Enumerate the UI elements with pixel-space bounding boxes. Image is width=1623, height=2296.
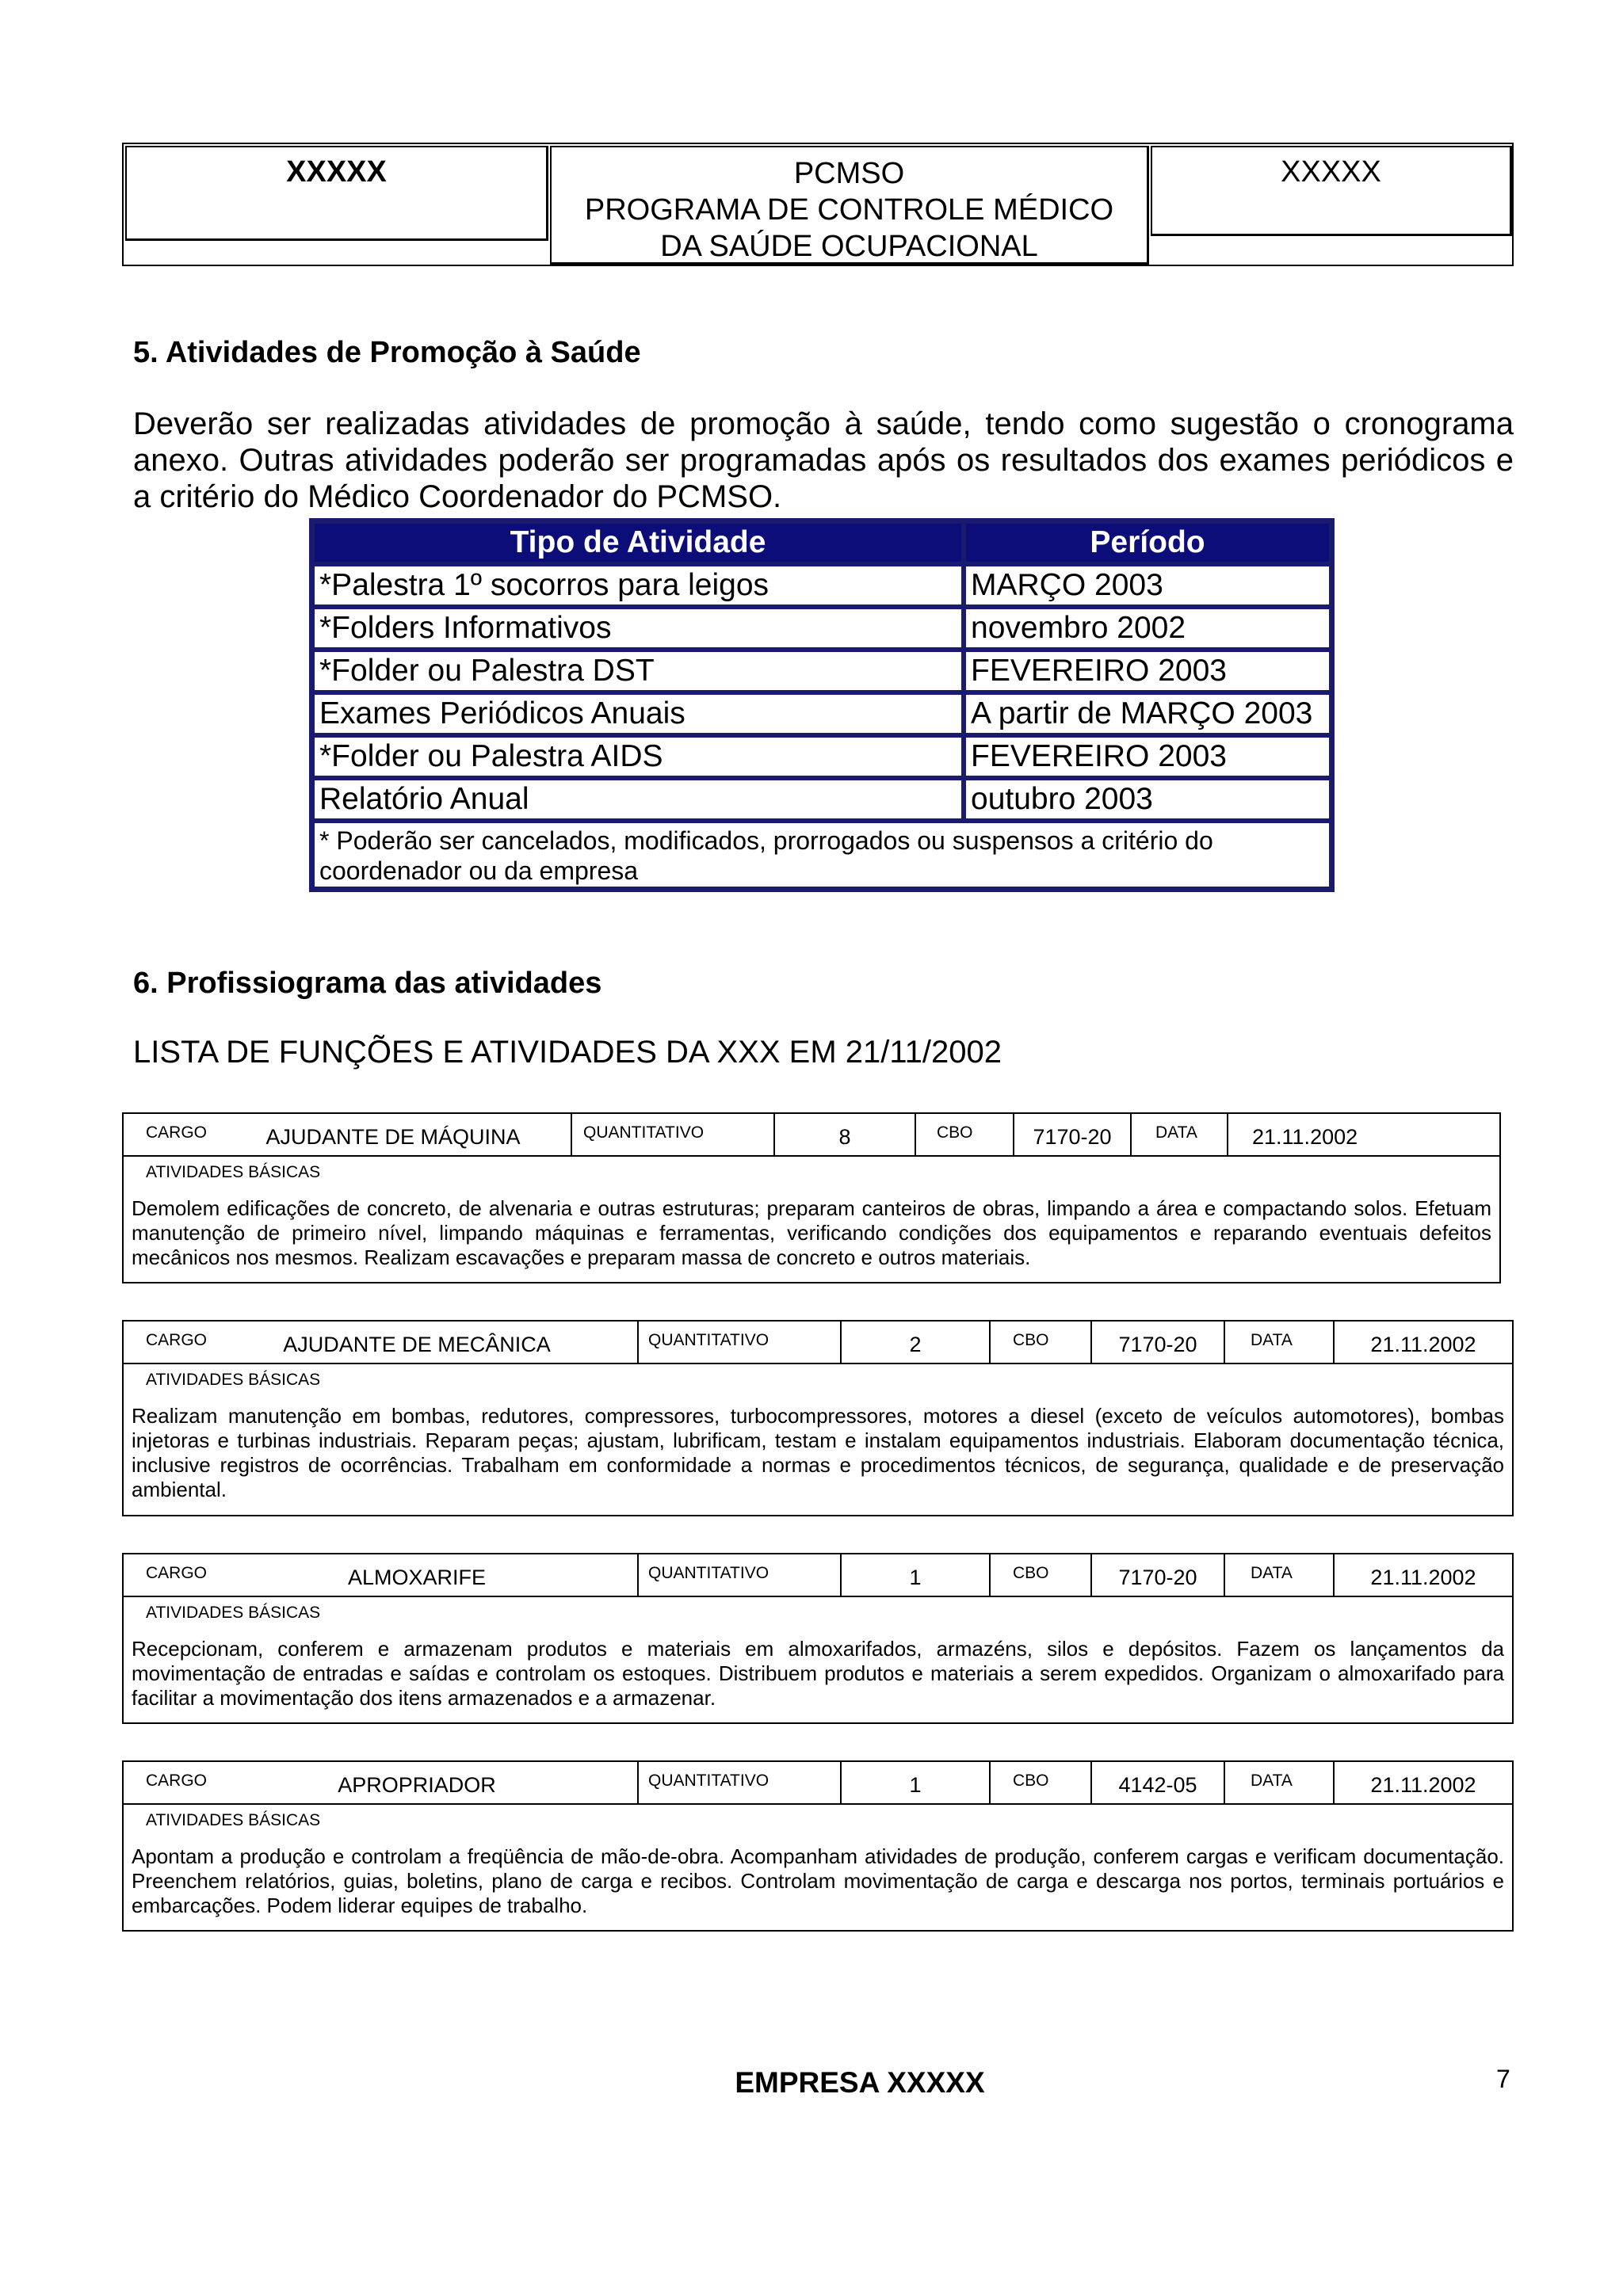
table-row bbox=[312, 564, 1331, 607]
header-right-cell bbox=[1151, 146, 1512, 236]
quantitativo-label: QUANTITATIVO bbox=[648, 1772, 769, 1790]
quantitativo-label-cell bbox=[639, 1554, 842, 1596]
footer-company: EMPRESA XXXXX bbox=[735, 2066, 985, 2099]
activity-header-period: Período bbox=[964, 521, 1331, 564]
atividades-text: Realizam manutenção em bombas, redutores, compressores, turbocompressores, motores a diesel (exceto de veículos automotores), bombas injetoras e turbinas industriais. Reparam peças; ajustam, lubrificam, testam e instalam equipamentos industriais. Elaboram documentação técnica, inclusive registros de ocorrências. Trabalham em conformidade a normas e procedimentos técnicos, de segurança, qualidade e de preservação ambiental. bbox=[132, 1404, 1504, 1501]
activity-type-cell: *Palestra 1º socorros para leigos bbox=[312, 564, 964, 607]
data-value: 21.11.2002 bbox=[1370, 1333, 1476, 1356]
activity-period-cell: novembro 2002 bbox=[964, 607, 1331, 650]
quantitativo-value-cell bbox=[775, 1114, 916, 1155]
cbo-value-cell bbox=[1092, 1322, 1225, 1363]
cargo-label: CARGO bbox=[146, 1123, 208, 1142]
atividades-text: Apontam a produção e controlam a freqüência de mão-de-obra. Acompanham atividades de produção, conferem cargas e verificam documentação. Preenchem relatórios, guias, boletins, plano de carga e recibos. Controlam movimentação de carga e descarga nos portos, terminais portuários e embarcações. Podem liderar equipes de trabalho. bbox=[132, 1844, 1504, 1917]
quantitativo-label: QUANTITATIVO bbox=[648, 1564, 769, 1582]
atividades-label: ATIVIDADES BÁSICAS bbox=[146, 1371, 321, 1389]
quantitativo-value-cell bbox=[842, 1762, 991, 1803]
quantitativo-label: QUANTITATIVO bbox=[583, 1123, 705, 1142]
cbo-label-cell bbox=[991, 1762, 1092, 1803]
table-row bbox=[312, 778, 1331, 821]
quantitativo-value: 2 bbox=[909, 1333, 922, 1356]
activity-period-cell: outubro 2003 bbox=[964, 778, 1331, 821]
table-row bbox=[312, 607, 1331, 650]
cargo-label: CARGO bbox=[146, 1564, 208, 1582]
data-label: DATA bbox=[1251, 1564, 1293, 1582]
data-label: DATA bbox=[1251, 1772, 1293, 1790]
cbo-value: 7170-20 bbox=[1118, 1333, 1197, 1356]
job-card-info-row bbox=[124, 1554, 1512, 1597]
cargo-cell bbox=[124, 1762, 639, 1803]
cbo-label: CBO bbox=[1013, 1564, 1049, 1582]
data-value: 21.11.2002 bbox=[1370, 1566, 1476, 1589]
activity-type-cell: *Folders Informativos bbox=[312, 607, 964, 650]
cbo-label: CBO bbox=[1013, 1772, 1049, 1790]
quantitativo-value-cell bbox=[842, 1554, 991, 1596]
activity-type-cell: *Folder ou Palestra AIDS bbox=[312, 735, 964, 778]
data-label-cell bbox=[1132, 1114, 1228, 1155]
cargo-cell bbox=[124, 1114, 572, 1155]
header-left-cell bbox=[125, 146, 548, 241]
cargo-value: AJUDANTE DE MÁQUINA bbox=[265, 1125, 521, 1149]
section6-title: 6. Profissiograma das atividades bbox=[133, 967, 602, 1000]
cargo-cell bbox=[124, 1322, 639, 1363]
activity-type-cell: Relatório Anual bbox=[312, 778, 964, 821]
activity-period-cell: FEVEREIRO 2003 bbox=[964, 735, 1331, 778]
quantitativo-label-cell bbox=[639, 1762, 842, 1803]
header-left-text: XXXXX bbox=[286, 155, 387, 189]
quantitativo-value: 1 bbox=[909, 1566, 922, 1589]
activity-period-cell: FEVEREIRO 2003 bbox=[964, 650, 1331, 692]
quantitativo-value: 8 bbox=[838, 1125, 851, 1149]
cbo-label: CBO bbox=[937, 1123, 973, 1142]
functions-list-title: LISTA DE FUNÇÕES E ATIVIDADES DA XXX EM 21/11/2002 bbox=[133, 1035, 1002, 1070]
cargo-value: APROPRIADOR bbox=[338, 1773, 496, 1797]
quantitativo-label: QUANTITATIVO bbox=[648, 1331, 769, 1349]
table-row bbox=[312, 735, 1331, 778]
atividades-text: Demolem edificações de concreto, de alvenaria e outras estruturas; preparam canteiros de obras, limpando a área e compactando solos. Efetuam manutenção de primeiro nível, limpando máquinas e ferramentas, verificando condições dos equipamentos e reparando eventuais defeitos mecânicos nos mesmos. Realizam escavações e preparam massa de concreto e outros materiais. bbox=[132, 1196, 1491, 1269]
activity-table-note: * Poderão ser cancelados, modificados, prorrogados ou suspensos a critério do coordenador ou da empresa bbox=[312, 821, 1331, 889]
header-title-line2: PROGRAMA DE CONTROLE MÉDICO bbox=[584, 193, 1114, 227]
data-value: 21.11.2002 bbox=[1370, 1773, 1476, 1797]
cbo-value-cell bbox=[1092, 1554, 1225, 1596]
data-label: DATA bbox=[1155, 1123, 1197, 1142]
cargo-label: CARGO bbox=[146, 1331, 208, 1349]
quantitativo-value-cell bbox=[842, 1322, 991, 1363]
job-card bbox=[122, 1112, 1501, 1283]
cbo-label-cell bbox=[916, 1114, 1014, 1155]
cbo-label: CBO bbox=[1013, 1331, 1049, 1349]
data-label-cell bbox=[1225, 1322, 1335, 1363]
header-title-line1: PCMSO bbox=[793, 157, 905, 190]
quantitativo-value: 1 bbox=[909, 1773, 922, 1797]
atividades-label: ATIVIDADES BÁSICAS bbox=[146, 1811, 321, 1829]
job-card bbox=[122, 1320, 1514, 1516]
table-row bbox=[312, 650, 1331, 692]
cargo-cell bbox=[124, 1554, 639, 1596]
cbo-label-cell bbox=[991, 1554, 1092, 1596]
atividades-label: ATIVIDADES BÁSICAS bbox=[146, 1604, 321, 1622]
data-value-cell bbox=[1335, 1554, 1512, 1596]
activity-period-cell: A partir de MARÇO 2003 bbox=[964, 692, 1331, 735]
section5-title: 5. Atividades de Promoção à Saúde bbox=[133, 336, 641, 369]
activity-table-note-row bbox=[312, 821, 1331, 889]
cargo-value: AJUDANTE DE MECÂNICA bbox=[283, 1333, 551, 1356]
cbo-value: 7170-20 bbox=[1033, 1125, 1112, 1149]
activity-schedule-table bbox=[309, 518, 1335, 892]
activity-header-type: Tipo de Atividade bbox=[312, 521, 964, 564]
data-value-cell bbox=[1335, 1322, 1512, 1363]
quantitativo-label-cell bbox=[639, 1322, 842, 1363]
document-header bbox=[122, 143, 1514, 266]
quantitativo-label-cell bbox=[572, 1114, 775, 1155]
job-card bbox=[122, 1553, 1514, 1724]
page-number: 7 bbox=[1496, 2065, 1510, 2093]
activity-period-cell: MARÇO 2003 bbox=[964, 564, 1331, 607]
data-value: 21.11.2002 bbox=[1252, 1125, 1358, 1149]
data-label-cell bbox=[1225, 1554, 1335, 1596]
job-card-info-row bbox=[124, 1322, 1512, 1364]
header-middle-cell bbox=[550, 146, 1149, 265]
data-label: DATA bbox=[1251, 1331, 1293, 1349]
cbo-value-cell bbox=[1092, 1762, 1225, 1803]
cargo-value: ALMOXARIFE bbox=[347, 1566, 487, 1589]
data-value-cell bbox=[1228, 1114, 1499, 1155]
table-row bbox=[312, 692, 1331, 735]
job-card-info-row bbox=[124, 1762, 1512, 1805]
activity-type-cell: Exames Periódicos Anuais bbox=[312, 692, 964, 735]
cbo-value-cell bbox=[1014, 1114, 1132, 1155]
atividades-label: ATIVIDADES BÁSICAS bbox=[146, 1163, 321, 1181]
activity-table-header-row bbox=[312, 521, 1331, 564]
cbo-label-cell bbox=[991, 1322, 1092, 1363]
data-label-cell bbox=[1225, 1762, 1335, 1803]
data-value-cell bbox=[1335, 1762, 1512, 1803]
cargo-label: CARGO bbox=[146, 1772, 208, 1790]
job-card-info-row bbox=[124, 1114, 1499, 1157]
header-right-text: XXXXX bbox=[1281, 155, 1381, 189]
atividades-text: Recepcionam, conferem e armazenam produtos e materiais em almoxarifados, armazéns, silos e depósitos. Fazem os lançamentos da movimentação de entradas e saídas e controlam os estoques. Distribuem produtos e materiais a serem expedidos. Organizam o almoxarifado para facilitar a movimentação dos itens armazenados e a armazenar. bbox=[132, 1637, 1504, 1710]
header-title bbox=[552, 155, 1147, 265]
activity-type-cell: *Folder ou Palestra DST bbox=[312, 650, 964, 692]
header-title-line3: DA SAÚDE OCUPACIONAL bbox=[660, 230, 1038, 263]
cbo-value: 7170-20 bbox=[1118, 1566, 1197, 1589]
job-card bbox=[122, 1760, 1514, 1932]
section5-paragraph: Deverão ser realizadas atividades de promoção à saúde, tendo como sugestão o cronograma anexo. Outras atividades poderão ser programadas após os resultados dos exames periódicos e a critério do Médico Coordenador do PCMSO. bbox=[133, 406, 1514, 514]
cbo-value: 4142-05 bbox=[1118, 1773, 1197, 1797]
